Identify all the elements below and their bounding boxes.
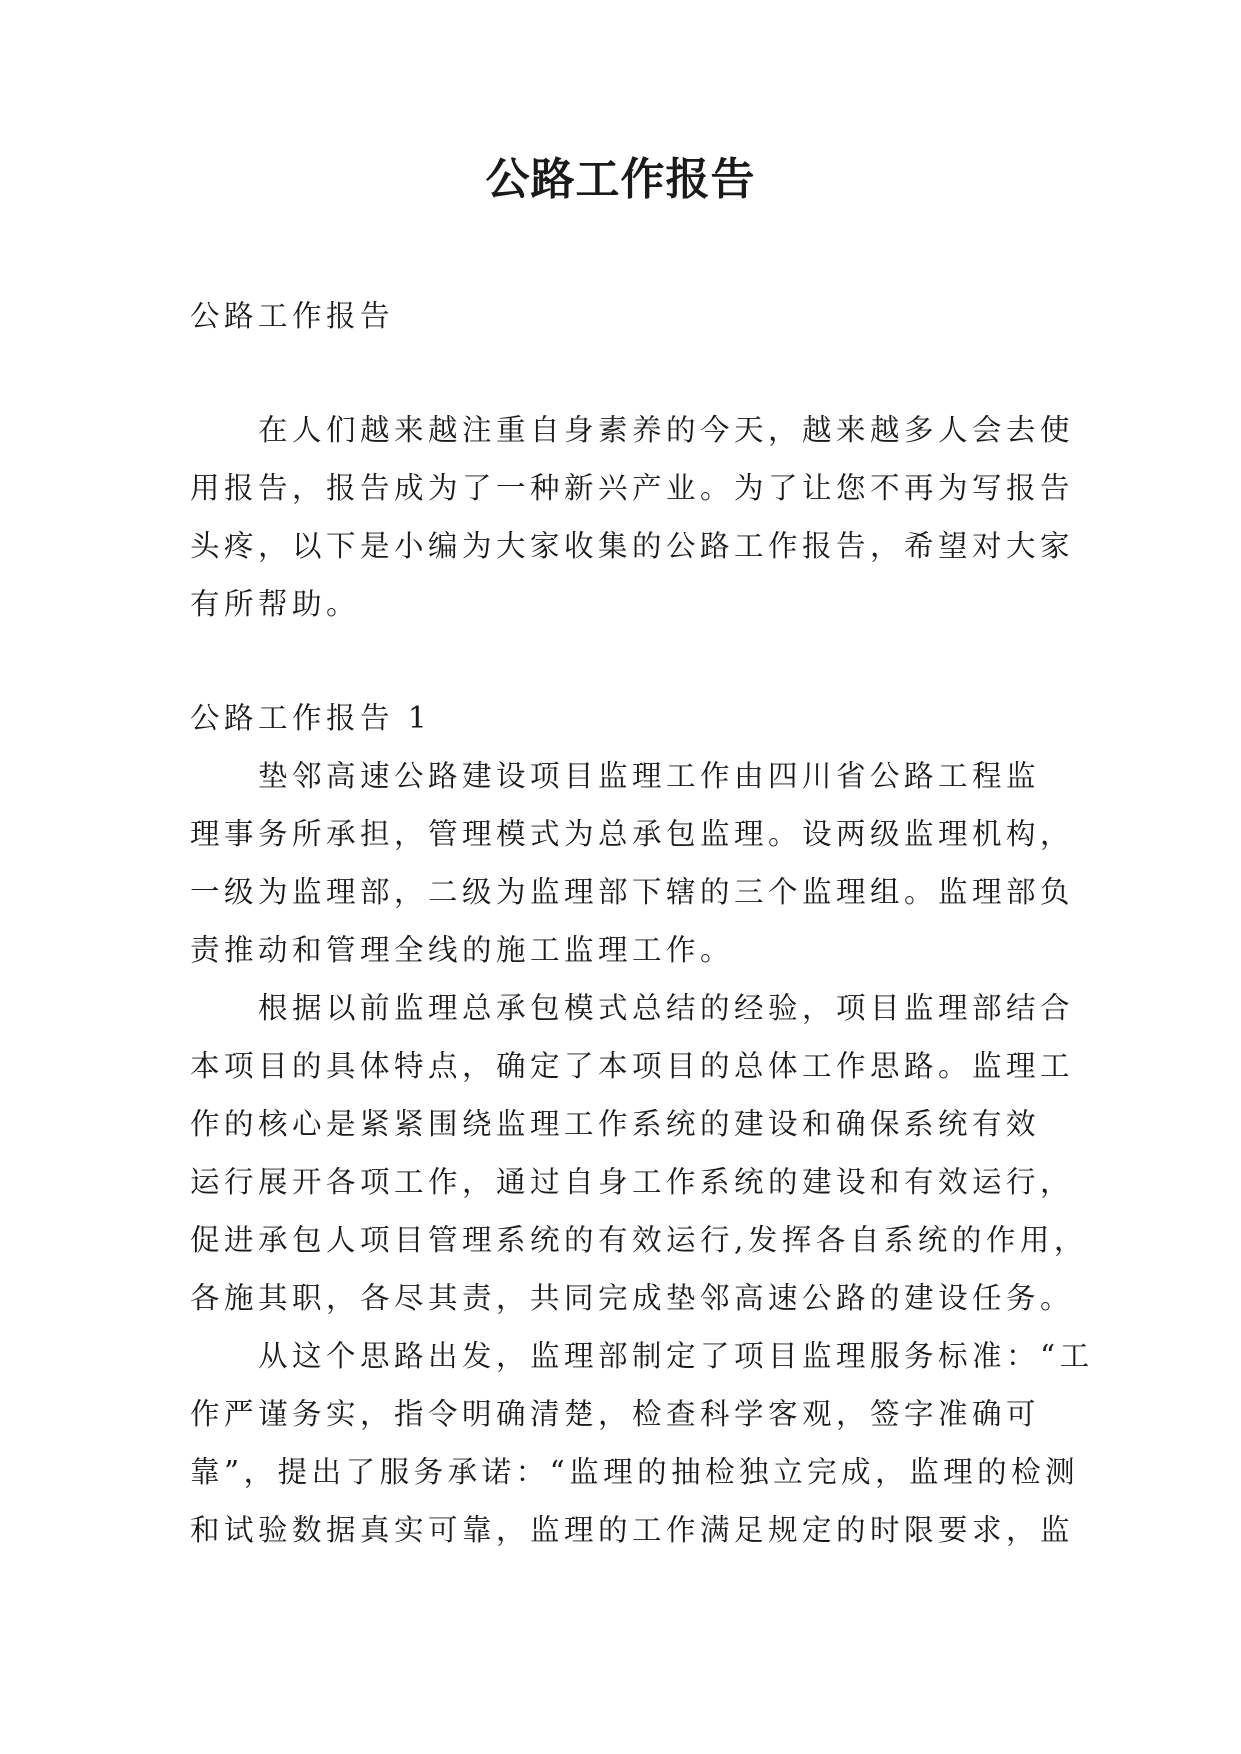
paragraph-1 bbox=[190, 747, 1075, 979]
intro-line: 在人们越来越注重自身素养的今天，越来越多人会去使 bbox=[258, 413, 1075, 447]
document-title: 公路工作报告 bbox=[485, 154, 756, 205]
intro-line: 有所帮助。 bbox=[190, 587, 361, 621]
intro-line: 用报告，报告成为了一种新兴产业。为了让您不再为写报告 bbox=[190, 471, 1075, 505]
paragraph-line: 根据以前监理总承包模式总结的经验，项目监理部结合 bbox=[258, 991, 1075, 1025]
intro-line: 头疼，以下是小编为大家收集的公路工作报告，希望对大家 bbox=[190, 529, 1075, 563]
paragraph-3 bbox=[190, 1327, 1094, 1559]
intro-paragraph bbox=[190, 401, 1075, 633]
paragraph-line: 促进承包人项目管理系统的有效运行,发挥各自系统的作用， bbox=[190, 1223, 1088, 1257]
paragraph-line: 一级为监理部，二级为监理部下辖的三个监理组。监理部负 bbox=[190, 875, 1075, 909]
paragraph-line: 各施其职，各尽其责，共同完成垫邻高速公路的建设任务。 bbox=[190, 1281, 1075, 1315]
paragraph-line: 垫邻高速公路建设项目监理工作由四川省公路工程监 bbox=[258, 759, 1041, 793]
paragraph-line: 责推动和管理全线的施工监理工作。 bbox=[190, 933, 735, 967]
paragraph-line: 本项目的具体特点，确定了本项目的总体工作思路。监理工 bbox=[190, 1049, 1075, 1083]
paragraph-2 bbox=[190, 979, 1088, 1327]
paragraph-line: 和试验数据真实可靠，监理的工作满足规定的时限要求，监 bbox=[190, 1513, 1075, 1547]
section-1 bbox=[190, 689, 1094, 1559]
paragraph-line: 从这个思路出发，监理部制定了项目监理服务标准：“工 bbox=[258, 1339, 1094, 1373]
section-heading: 公路工作报告 1 bbox=[190, 701, 432, 735]
paragraph-line: 靠”，提出了服务承诺：“监理的抽检独立完成，监理的检测 bbox=[190, 1455, 1080, 1489]
paragraph-line: 作的核心是紧紧围绕监理工作系统的建设和确保系统有效 bbox=[190, 1107, 1041, 1141]
document-body bbox=[190, 287, 1094, 1559]
paragraph-line: 理事务所承担，管理模式为总承包监理。设两级监理机构， bbox=[190, 817, 1075, 851]
paragraph-line: 运行展开各项工作，通过自身工作系统的建设和有效运行， bbox=[190, 1165, 1075, 1199]
subtitle: 公路工作报告 bbox=[190, 299, 395, 333]
paragraph-line: 作严谨务实，指令明确清楚，检查科学客观，签字准确可 bbox=[190, 1397, 1041, 1431]
